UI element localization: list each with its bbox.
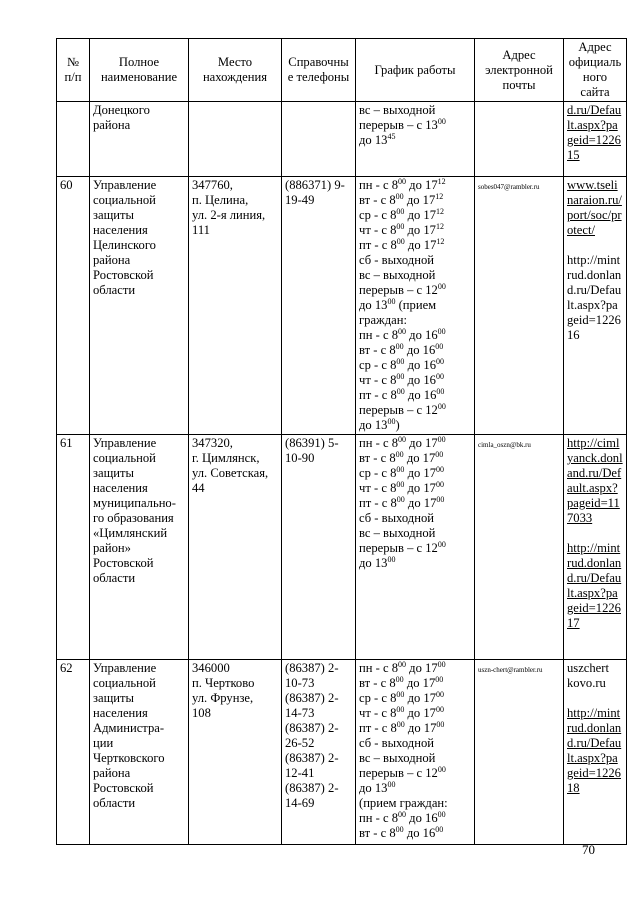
website-link-line[interactable]: lt.aspx?pa [567,586,618,600]
schedule-line: вс – выходной [359,751,436,765]
schedule-line: пн - с $8^{00}$ до $17^{00}$ [359,660,446,675]
website-link-line[interactable]: 16 [567,328,580,342]
address-line: 111 [192,223,210,237]
name-line: Ростовской [93,781,154,795]
schedule-line: вт - с $8^{00}$ до $16^{00}$ [359,342,444,357]
email-cell [475,102,564,177]
schedule-line: пт - с $8^{00}$ до $17^{00}$ [359,495,445,510]
website-link-line[interactable]: geid=1226 [567,766,621,780]
row-number: 61 [57,435,90,660]
schedule-line: сб - выходной [359,736,434,750]
name-line: населения [93,223,148,237]
name-line: защиты [93,208,134,222]
schedule-line: до $13^{00}$ [359,780,396,795]
address-line: ул. 2-я линия, [192,208,266,222]
website-link-line[interactable]: lt.aspx?pa [567,751,618,765]
website-cell [564,102,627,177]
header-text: Полное [118,55,160,69]
phone-line: (886371) 9- [285,178,345,192]
work-schedule [356,435,475,660]
name-line: Целинского [93,238,156,252]
header-email [475,39,564,102]
schedule-line: (прием граждан: [359,796,448,810]
email-link[interactable]: sobes047@rambler.ru [478,183,540,191]
website-link-line[interactable]: rud.donlan [567,721,622,735]
phone-line: (86387) 2- [285,691,339,705]
phone-line: (86387) 2- [285,781,339,795]
header-text: № [66,55,80,69]
website-link-line[interactable]: http://mint [567,253,621,267]
schedule-line: до $13^{00}$ [359,555,396,570]
website-link-line[interactable]: otect/ [567,223,595,237]
name-line: области [93,283,136,297]
website-cell [564,660,627,845]
organization-name [90,660,189,845]
header-phones [282,39,356,102]
website-link-line[interactable]: 18 [567,781,580,795]
website-link-line [567,238,623,253]
phone-line: (86391) 5- [285,436,339,450]
header-text: График работы [374,62,456,77]
row-number [57,102,90,177]
header-text: Место [217,55,253,69]
name-line: района [93,253,131,267]
schedule-line: пт - с $8^{00}$ до $16^{00}$ [359,387,445,402]
header-text: п/п [64,70,82,84]
name-line: ции [93,736,114,750]
schedule-line: перерыв – с $12^{00}$ [359,540,446,555]
header-row [57,39,627,102]
organization-address [189,660,282,845]
name-line: го образования [93,511,174,525]
phone-line: (86387) 2- [285,721,339,735]
website-link-line[interactable]: rud.donlan [567,268,622,282]
table-row [57,177,627,435]
website-link-line[interactable]: ault.aspx? [567,481,618,495]
website-link-line[interactable]: d.ru/Defau [567,103,622,117]
name-line: район» [93,541,131,555]
schedule-line: ср - с $8^{00}$ до $17^{00}$ [359,690,445,705]
header-text: сайта [580,85,610,99]
schedule-line: пн - с $8^{00}$ до $16^{00}$ [359,810,446,825]
row-number: 60 [57,177,90,435]
table-row [57,102,627,177]
schedule-line: чт - с $8^{00}$ до $17^{00}$ [359,705,444,720]
schedule-line: граждан: [359,313,407,327]
website-link-line[interactable]: http://mint [567,706,621,720]
website-link-line[interactable]: http://ciml [567,436,620,450]
schedule-line: ср - с $8^{00}$ до $17^{12}$ [359,207,445,222]
website-link-line[interactable]: lt.aspx?pa [567,118,618,132]
name-line: Донецкого [93,103,150,117]
work-schedule [356,177,475,435]
schedule-line: пт - с $8^{00}$ до $17^{00}$ [359,720,445,735]
website-link-line[interactable]: naraion.ru/ [567,193,622,207]
name-line: Управление [93,436,157,450]
work-schedule [356,660,475,845]
website-link-line[interactable]: and.ru/Def [567,466,622,480]
phone-line: 19-49 [285,193,315,207]
name-line: Управление [93,661,157,675]
address-line: п. Чертково [192,676,255,690]
name-line: муниципально- [93,496,176,510]
address-line: ул. Фрунзе, [192,691,254,705]
header-text: Адрес [578,40,612,54]
header-name [90,39,189,102]
organization-address [189,177,282,435]
schedule-line: до $13^{45}$ [359,132,396,147]
header-text: нахождения [202,70,268,84]
organizations-table [56,38,627,845]
address-line: 108 [192,706,211,720]
organization-name [90,435,189,660]
name-line: социальной [93,676,156,690]
phone-line: 10-90 [285,451,315,465]
header-schedule [356,39,475,102]
schedule-line: чт - с $8^{00}$ до $17^{00}$ [359,480,444,495]
phone-line: 12-41 [285,766,315,780]
schedule-line: перерыв – с $12^{00}$ [359,402,446,417]
name-line: района [93,766,131,780]
schedule-line: сб - выходной [359,253,434,267]
schedule-line: чт - с $8^{00}$ до $16^{00}$ [359,372,444,387]
name-line: защиты [93,466,134,480]
phone-line: (86387) 2- [285,751,339,765]
address-line: 347760, [192,178,233,192]
organization-name [90,102,189,177]
phone-line: (86387) 2- [285,661,339,675]
phone-line: 10-73 [285,676,315,690]
table-row [57,435,627,660]
website-link-line[interactable]: pageid=11 [567,496,620,510]
name-line: района [93,118,131,132]
schedule-line: пн - с $8^{00}$ до $17^{12}$ [359,177,446,192]
name-line: Ростовской [93,268,154,282]
schedule-line: вт - с $8^{00}$ до $17^{12}$ [359,192,444,207]
address-line: ул. Советская, [192,466,269,480]
website-link-line[interactable]: geid=1226 [567,313,621,327]
email-cell [475,435,564,660]
schedule-line: ср - с $8^{00}$ до $17^{00}$ [359,465,445,480]
schedule-line: перерыв – с $12^{00}$ [359,765,446,780]
name-line: Чертковского [93,751,165,765]
schedule-line: вс – выходной [359,103,436,117]
name-line: населения [93,481,148,495]
email-cell [475,177,564,435]
website-cell [564,435,627,660]
website-cell [564,177,627,435]
email-link[interactable]: cimla_oszn@bk.ru [478,441,531,449]
name-line: области [93,796,136,810]
address-line: 346000 [192,661,230,675]
address-line: 44 [192,481,205,495]
website-link-line[interactable]: www.tseli [567,178,618,192]
organization-address [189,435,282,660]
schedule-line: перерыв – с $12^{00}$ [359,282,446,297]
website-link-line[interactable]: rud.donlan [567,556,622,570]
header-text: официаль [568,55,622,69]
name-line: социальной [93,451,156,465]
website-link-line[interactable]: lt.aspx?pa [567,298,618,312]
schedule-line: чт - с $8^{00}$ до $17^{12}$ [359,222,444,237]
header-location [189,39,282,102]
header-text: Адрес [502,47,536,62]
schedule-line: до $13^{00}$) [359,417,400,432]
name-line: «Цимлянский [93,526,168,540]
website-link-line[interactable]: 7033 [567,511,593,525]
schedule-line: сб - выходной [359,511,434,525]
name-line: защиты [93,691,134,705]
organization-phones [282,435,356,660]
address-line: г. Цимлянск, [192,451,260,465]
schedule-line: до $13^{00}$ (прием [359,297,437,312]
header-text: Справочны [288,55,349,69]
name-line: Администра- [93,721,165,735]
website-link-line[interactable]: geid=1226 [567,133,621,147]
schedule-line: ср - с $8^{00}$ до $16^{00}$ [359,357,445,372]
website-link-line[interactable]: uszchert [567,661,609,675]
website-link-line[interactable]: yanck.donl [567,451,623,465]
name-line: Ростовской [93,556,154,570]
organization-phones [282,660,356,845]
schedule-line: вт - с $8^{00}$ до $17^{00}$ [359,675,444,690]
work-schedule [356,102,475,177]
organization-phones [282,102,356,177]
organization-name [90,177,189,435]
email-cell [475,660,564,845]
website-link-line[interactable]: http://mint [567,541,621,555]
phone-line: 14-69 [285,796,315,810]
website-link-line[interactable]: d.ru/Defau [567,736,622,750]
schedule-line: пн - с $8^{00}$ до $17^{00}$ [359,435,446,450]
website-link-line[interactable]: port/soc/pr [567,208,622,222]
organization-address [189,102,282,177]
header-site [564,39,627,102]
page-number: 70 [582,842,595,857]
website-link-line[interactable]: kovo.ru [567,676,606,690]
website-link-line[interactable]: d.ru/Defau [567,283,622,297]
phone-line: 14-73 [285,706,315,720]
name-line: Управление [93,178,157,192]
schedule-line: пт - с $8^{00}$ до $17^{12}$ [359,237,445,252]
header-text: е телефоны [287,70,350,84]
schedule-line: вт - с $8^{00}$ до $16^{00}$ [359,825,444,840]
address-line: п. Целина, [192,193,249,207]
header-text: ного [582,70,608,84]
website-link-line [567,691,623,706]
row-number: 62 [57,660,90,845]
schedule-line: вс – выходной [359,526,436,540]
schedule-line: вс – выходной [359,268,436,282]
schedule-line: перерыв – с $13^{00}$ [359,117,446,132]
website-link-line[interactable]: 15 [567,148,580,162]
website-link-line[interactable]: geid=1226 [567,601,621,615]
website-link-line[interactable]: d.ru/Defau [567,571,622,585]
website-link-line [567,526,623,541]
header-text: наименование [100,70,178,84]
header-num [57,39,90,102]
phone-line: 26-52 [285,736,315,750]
name-line: населения [93,706,148,720]
schedule-line: пн - с $8^{00}$ до $16^{00}$ [359,327,446,342]
schedule-line: вт - с $8^{00}$ до $17^{00}$ [359,450,444,465]
organization-phones [282,177,356,435]
header-text: почты [502,77,536,92]
website-link-line[interactable]: 17 [567,616,580,630]
address-line: 347320, [192,436,233,450]
header-text: электронной [485,62,553,77]
email-link[interactable]: uszn-chert@rambler.ru [478,666,543,674]
name-line: социальной [93,193,156,207]
table-row [57,660,627,845]
name-line: области [93,571,136,585]
